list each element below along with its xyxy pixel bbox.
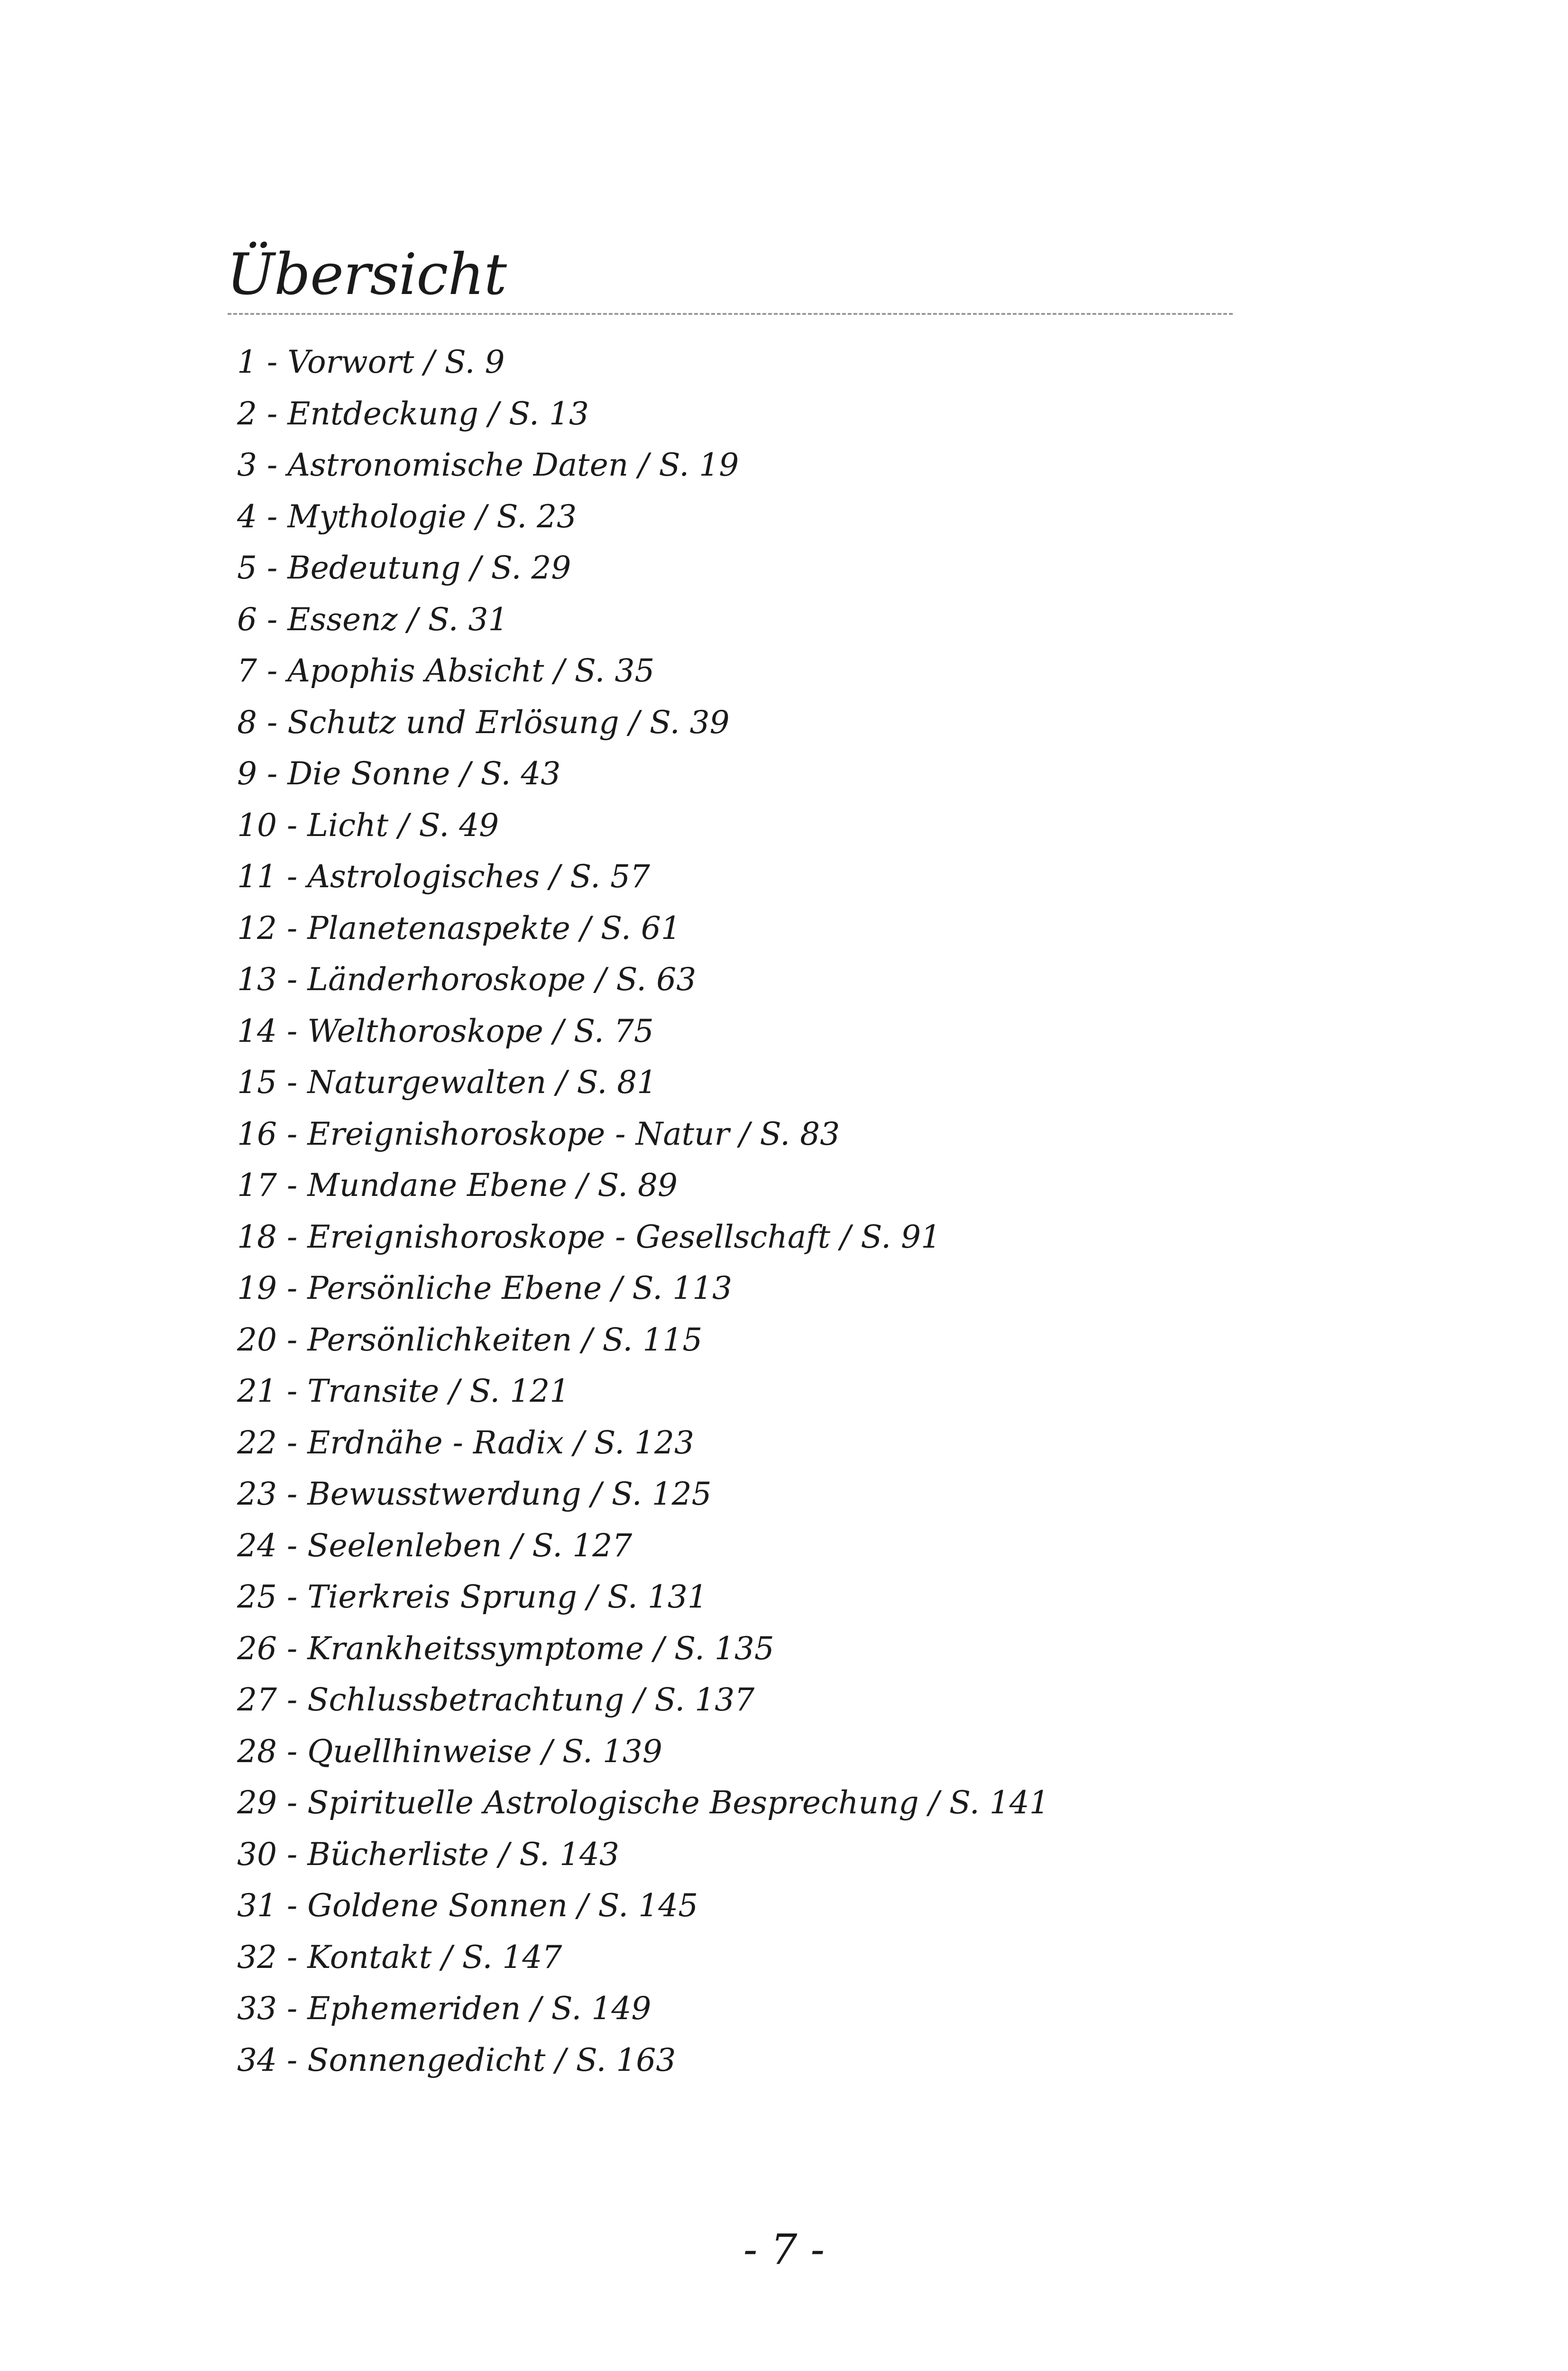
table-of-contents <box>237 337 1049 2086</box>
toc-entry: 12 - Planetenaspekte / S. 61 <box>237 910 681 947</box>
toc-entry: 4 - Mythologie / S. 23 <box>237 498 577 535</box>
toc-entry: 3 - Astronomische Daten / S. 19 <box>237 447 739 483</box>
toc-entry: 17 - Mundane Ebene / S. 89 <box>237 1167 678 1204</box>
toc-entry: 26 - Krankheitssymptome / S. 135 <box>237 1630 774 1667</box>
toc-entry: 10 - Licht / S. 49 <box>237 807 499 844</box>
toc-entry: 11 - Astrologisches / S. 57 <box>237 858 651 895</box>
toc-entry: 19 - Persönliche Ebene / S. 113 <box>237 1270 733 1306</box>
toc-entry: 30 - Bücherliste / S. 143 <box>237 1836 619 1873</box>
toc-entry: 2 - Entdeckung / S. 13 <box>237 395 589 432</box>
toc-entry: 28 - Quellhinweise / S. 139 <box>237 1733 662 1770</box>
toc-entry: 15 - Naturgewalten / S. 81 <box>237 1064 657 1101</box>
toc-entry: 13 - Länderhoroskope / S. 63 <box>237 961 697 998</box>
title-divider <box>228 313 1233 315</box>
toc-entry: 33 - Ephemeriden / S. 149 <box>237 1990 651 2027</box>
toc-entry: 34 - Sonnengedicht / S. 163 <box>237 2041 676 2078</box>
toc-entry: 9 - Die Sonne / S. 43 <box>237 755 561 792</box>
toc-entry: 20 - Persönlichkeiten / S. 115 <box>237 1321 703 1358</box>
toc-entry: 18 - Ereignishoroskope - Gesellschaft / S. 91 <box>237 1218 941 1255</box>
toc-entry: 31 - Goldene Sonnen / S. 145 <box>237 1887 698 1924</box>
toc-entry: 16 - Ereignishoroskope - Natur / S. 83 <box>237 1115 840 1152</box>
toc-entry: 29 - Spirituelle Astrologische Besprechung / S. 141 <box>237 1784 1049 1821</box>
toc-entry: 5 - Bedeutung / S. 29 <box>237 550 571 586</box>
toc-entry: 14 - Welthoroskope / S. 75 <box>237 1012 654 1049</box>
toc-entry: 22 - Erdnähe - Radix / S. 123 <box>237 1424 695 1461</box>
toc-entry: 32 - Kontakt / S. 147 <box>237 1939 562 1976</box>
page-number: - 7 - <box>743 2225 825 2274</box>
toc-entry: 7 - Apophis Absicht / S. 35 <box>237 652 655 689</box>
toc-entry: 27 - Schlussbetrachtung / S. 137 <box>237 1682 755 1718</box>
toc-entry: 23 - Bewusstwerdung / S. 125 <box>237 1476 712 1512</box>
toc-entry: 1 - Vorwort / S. 9 <box>237 344 505 380</box>
page-title: Übersicht <box>227 242 507 308</box>
toc-entry: 24 - Seelenleben / S. 127 <box>237 1527 633 1564</box>
toc-entry: 21 - Transite / S. 121 <box>237 1373 570 1409</box>
toc-entry: 25 - Tierkreis Sprung / S. 131 <box>237 1579 707 1615</box>
toc-entry: 6 - Essenz / S. 31 <box>237 601 508 638</box>
toc-entry: 8 - Schutz und Erlösung / S. 39 <box>237 704 730 741</box>
